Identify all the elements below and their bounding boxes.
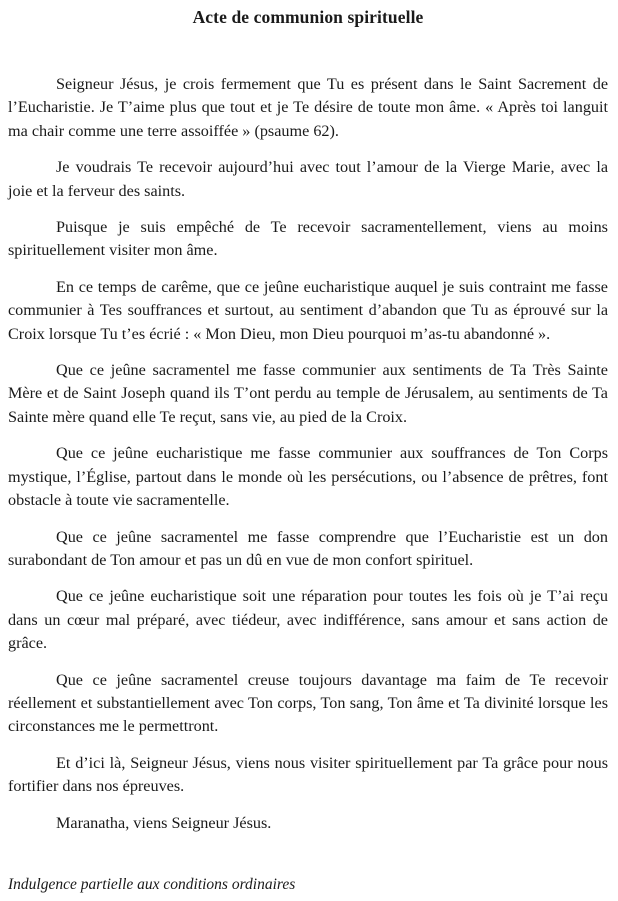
document-title: Acte de communion spirituelle [192, 7, 424, 27]
paragraph-6: Que ce jeûne eucharistique me fasse communier aux souffrances de Ton Corps mystique, l’Église, partout dans le monde où les persécutions, ou l’absence de prêtres, font obstacle à toute vie sacramentelle. [8, 444, 608, 510]
paragraph-7: Que ce jeûne sacramentel me fasse comprendre que l’Eucharistie est un don surabondant de Ton amour et pas un dû en vue de mon confort spirituel. [8, 527, 608, 569]
paragraph-4: En ce temps de carême, que ce jeûne eucharistique auquel je suis contraint me fasse communier à Tes souffrances et surtout, au sentiment d’abandon que Tu as éprouvé sur la Croix lorsque Tu t’es écrié : « Mon Dieu, mon Dieu pourquoi m’as-tu abandonné ». [8, 277, 608, 343]
paragraph-5: Que ce jeûne sacramentel me fasse communier aux sentiments de Ta Très Sainte Mère et de Saint Joseph quand ils T’ont perdu au temple de Jérusalem, au sentiments de Ta Sainte mère quand elle Te reçut, sans vie, au pied de la Croix. [8, 361, 608, 426]
paragraph-1: Seigneur Jésus, je crois fermement que Tu es présent dans le Saint Sacrement de l’Eucharistie. Je T’aime plus que tout et je Te désire de toute mon âme. « Après toi languit ma chair comme une terre assoiffée » (psaume 62). [8, 75, 608, 140]
indulgence-note: Indulgence partielle aux conditions ordinaires [8, 876, 296, 893]
paragraph-10: Et d’ici là, Seigneur Jésus, viens nous visiter spirituellement par Ta grâce pour nous fortifier dans nos épreuves. [8, 753, 608, 796]
paragraph-9: Que ce jeûne sacramentel creuse toujours davantage ma faim de Te recevoir réellement et substantiellement avec Ton corps, Ton sang, Ton âme et Ta divinité lorsque les circonstances me le permettront. [8, 670, 608, 736]
paragraph-2: Je voudrais Te recevoir aujourd’hui avec tout l’amour de la Vierge Marie, avec la joie et la ferveur des saints. [8, 158, 608, 200]
prayer-body [8, 73, 608, 835]
paragraph-8: Que ce jeûne eucharistique soit une réparation pour toutes les fois où je T’ai reçu dans un cœur mal préparé, avec tiédeur, avec indifférence, sans amour et sans action de grâce. [8, 587, 608, 653]
paragraph-3: Puisque je suis empêché de Te recevoir sacramentellement, viens au moins spirituellement visiter mon âme. [8, 218, 608, 260]
paragraph-11: Maranatha, viens Seigneur Jésus. [56, 813, 272, 832]
